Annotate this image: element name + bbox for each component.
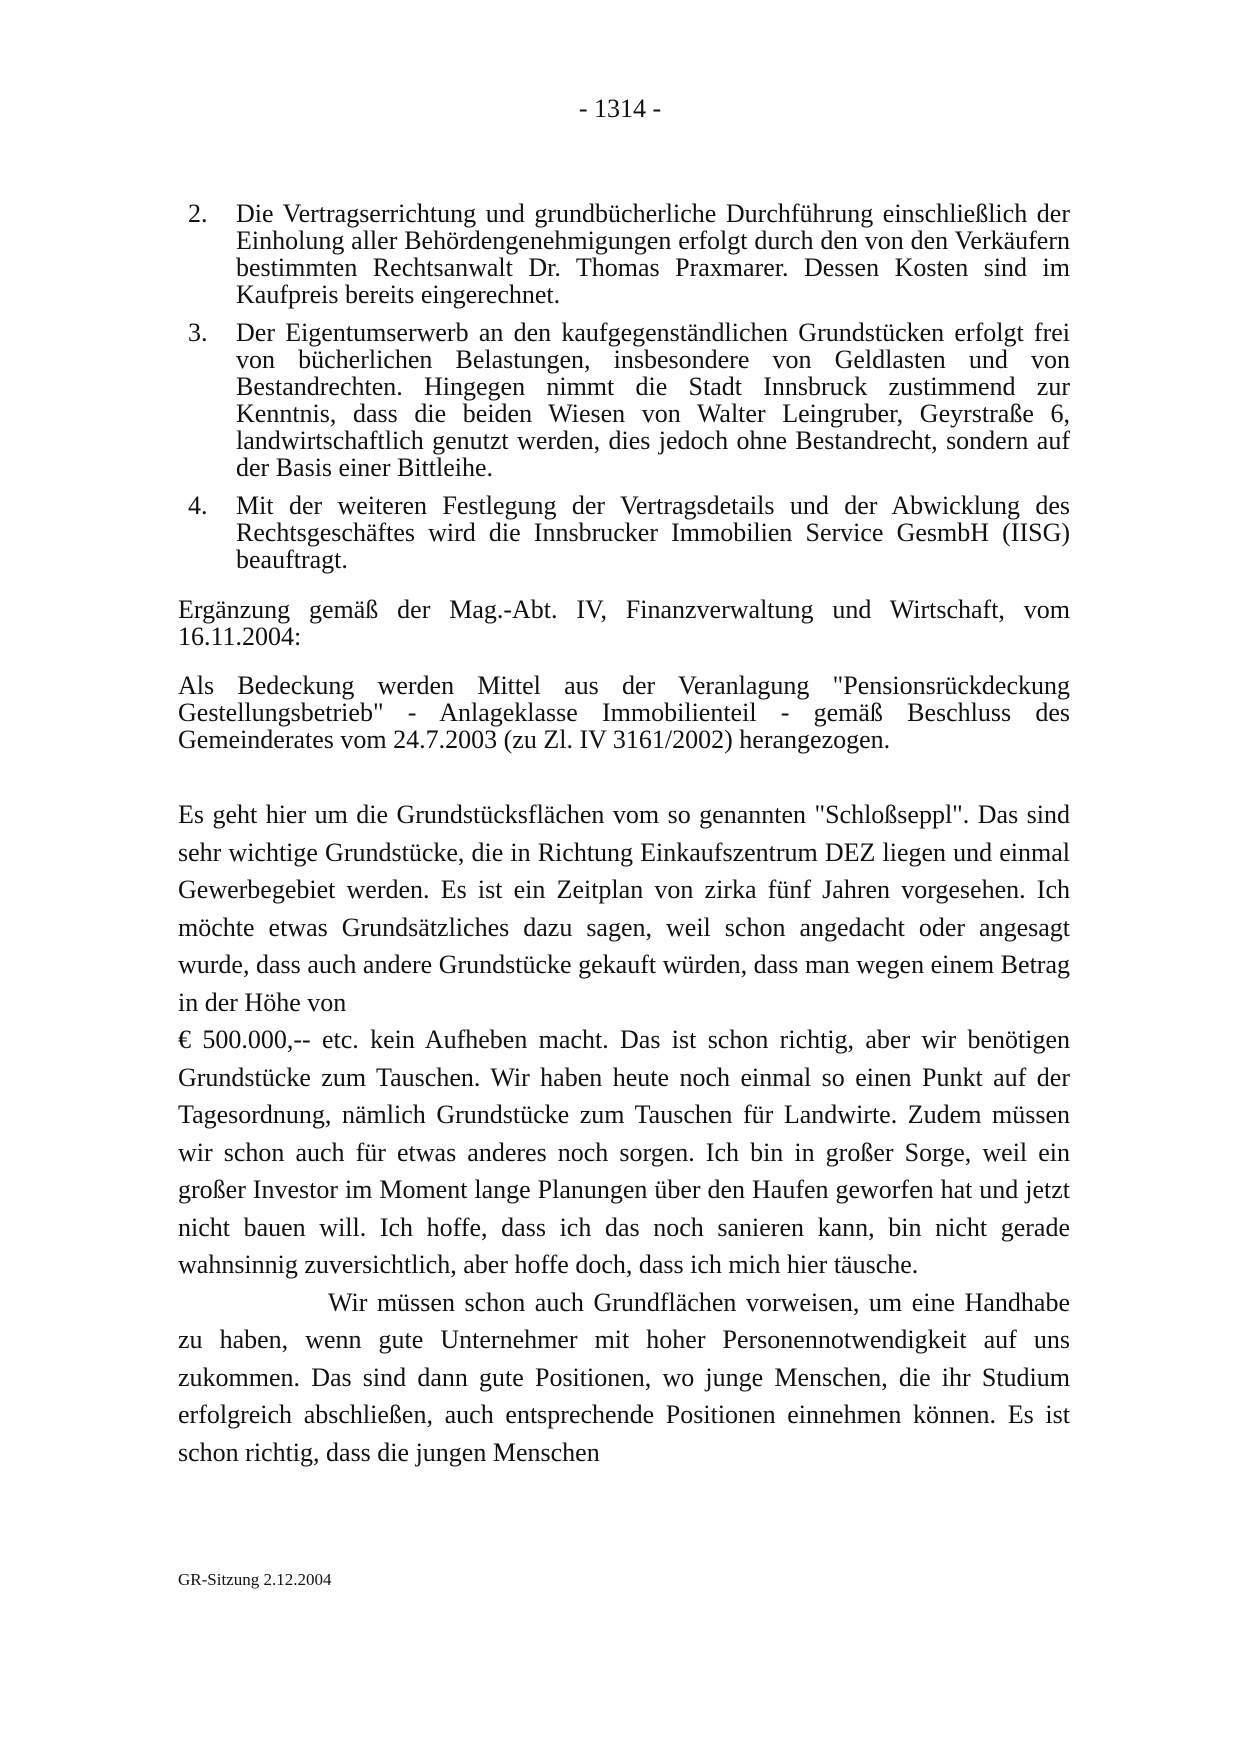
list-item [180, 319, 1070, 481]
supplement-body: Als Bedeckung werden Mittel aus der Veranlagung "Pensionsrückdeckung Gestellungsbetrieb" - Anlageklasse Immobilienteil - gemäß Beschluss des Gemeinderates vom 24.7.2003 (zu Zl. IV 3161/2002) herangezogen. [178, 671, 1070, 754]
list-item-text: Mit der weiteren Festlegung der Vertragsdetails und der Abwicklung des Rechtsgeschäftes wird die Innsbrucker Immobilien Service GesmbH (IISG) beauftragt. [236, 491, 1070, 574]
speech-paragraph: Wir müssen schon auch Grundflächen vorweisen, um eine Handhabe zu haben, wenn gute Unternehmer mit hoher Personennotwendigkeit auf uns zukommen. Das sind dann gute Positionen, wo junge Menschen, die ihr Studium erfolgreich abschließen, auch entsprechende Positionen einnehmen können. Es ist schon richtig, dass die jungen Menschen [178, 1287, 1070, 1467]
list-item [180, 492, 1070, 573]
page-footer: GR-Sitzung 2.12.2004 [178, 1570, 332, 1589]
supplement-header: Ergänzung gemäß der Mag.-Abt. IV, Finanzverwaltung und Wirtschaft, vom 16.11.2004: [178, 595, 1070, 651]
list-item-text: Die Vertragserrichtung und grundbücherliche Durchführung einschließlich der Einholung aller Behördengenehmigungen erfolgt durch den von den Verkäufern bestimmten Rechtsanwalt Dr. Thomas Praxmarer. Dessen Kosten sind im Kaufpreis bereits eingerechnet. [236, 199, 1070, 309]
speech-text [178, 796, 1070, 1471]
page-number: - 1314 - [578, 94, 662, 123]
list-item-number: 2. [188, 199, 208, 228]
list-item-text: Der Eigentumserwerb an den kaufgegenständlichen Grundstücken erfolgt frei von bücherlichen Belastungen, insbesondere von Geldlasten und von Bestandrechten. Hingegen nimmt die Stadt Innsbruck zustimmend zur Kenntnis, dass die beiden Wiesen von Walter Leingruber, Geyrstraße 6, landwirtschaftlich genutzt werden, dies jedoch ohne Bestandrecht, sondern auf der Basis einer Bittleihe. [236, 318, 1070, 482]
list-item [180, 200, 1070, 308]
resolution-list [180, 200, 1070, 584]
speech-paragraph: € 500.000,-- etc. kein Aufheben macht. Das ist schon richtig, aber wir benötigen Grundstücke zum Tauschen. Wir haben heute noch einmal so einen Punkt auf der Tagesordnung, nämlich Grundstücke zum Tauschen für Landwirte. Zudem müssen wir schon auch für etwas anderes noch sorgen. Ich bin in großer Sorge, weil ein großer Investor im Moment lange Planungen über den Haufen geworfen hat und jetzt nicht bauen will. Ich hoffe, dass ich das noch sanieren kann, bin nicht gerade wahnsinnig zuversichtlich, aber hoffe doch, dass ich mich hier täusche. [178, 1025, 1070, 1279]
list-item-number: 3. [188, 318, 208, 347]
list-item-number: 4. [188, 491, 208, 520]
speech-paragraph: Es geht hier um die Grundstücksflächen vom so genannten "Schloßseppl". Das sind sehr wichtige Grundstücke, die in Richtung Einkaufszentrum DEZ liegen und einmal Gewerbegebiet werden. Es ist ein Zeitplan von zirka fünf Jahren vorgesehen. Ich möchte etwas Grundsätzliches dazu sagen, weil schon angedacht oder angesagt wurde, dass auch andere Grundstücke gekauft würden, dass man wegen einem Betrag in der Höhe von [178, 800, 1070, 1017]
